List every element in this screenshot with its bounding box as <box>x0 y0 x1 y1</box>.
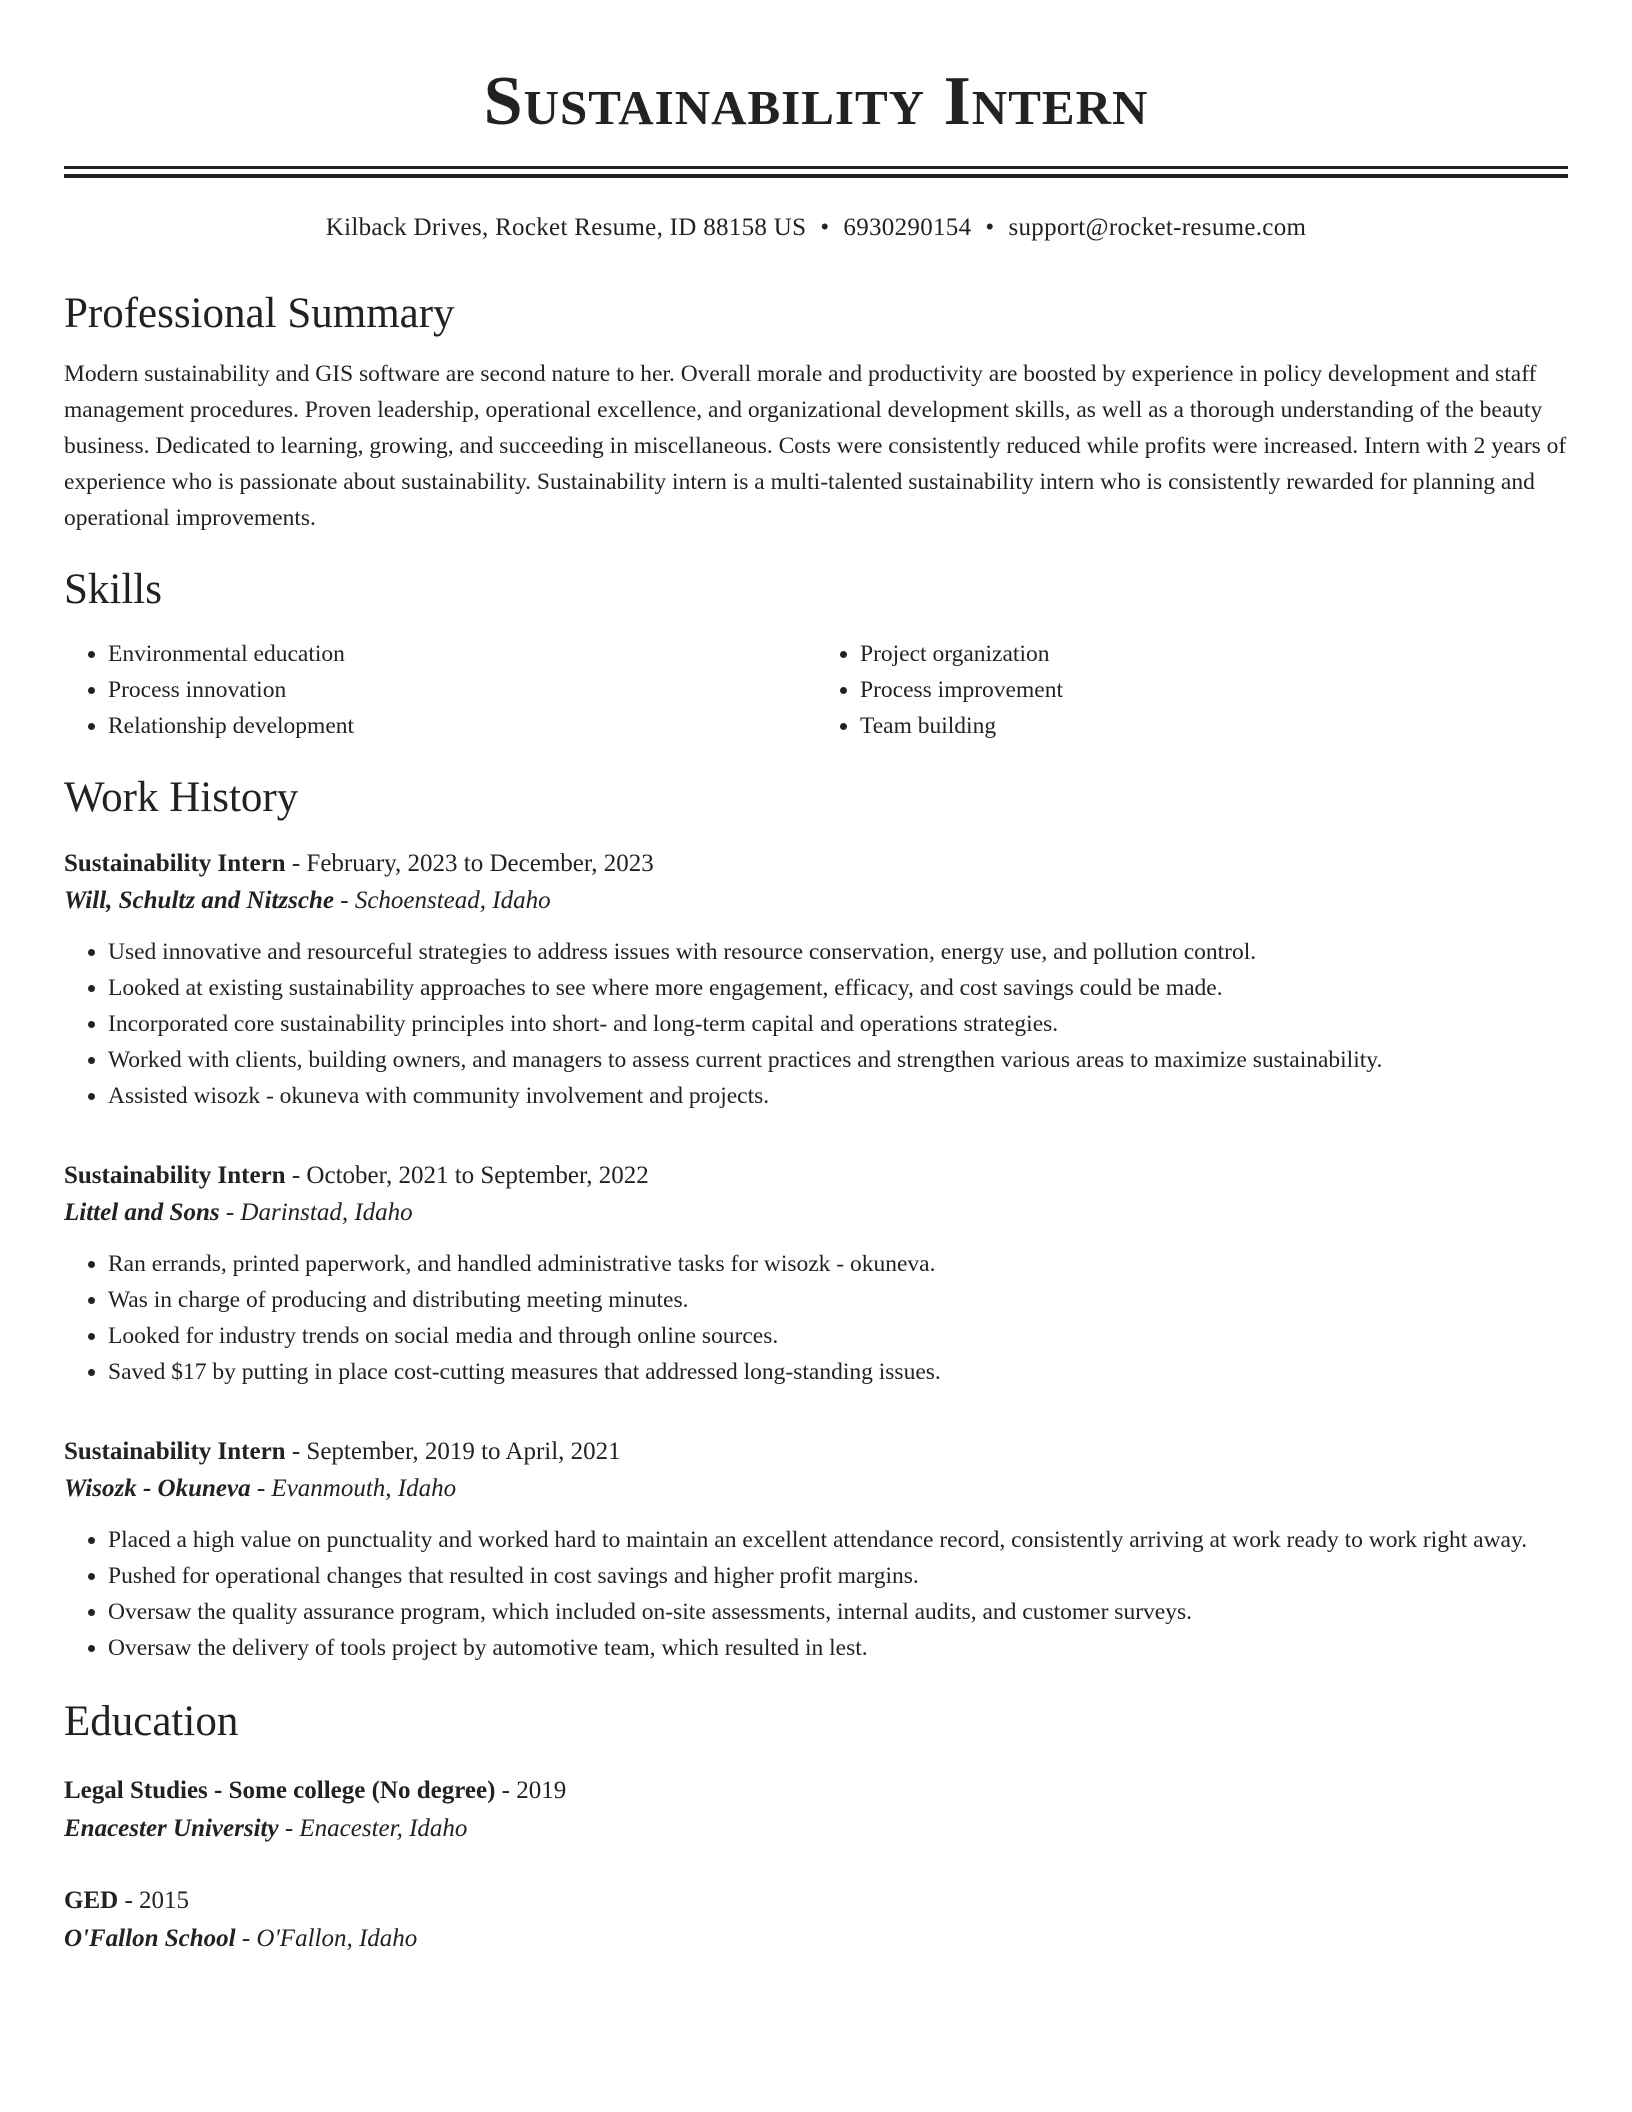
job-title-line: Sustainability Intern - September, 2019 to April, 2021 <box>64 1438 621 1465</box>
contact-separator: • <box>985 214 995 241</box>
skill-item: • Relationship development <box>108 708 816 744</box>
job-dates: February, 2023 to December, 2023 <box>306 850 654 877</box>
job-title-line: Sustainability Intern - October, 2021 to September, 2022 <box>64 1162 649 1189</box>
education-school: Enacester University <box>64 1815 279 1842</box>
contact-line <box>64 212 1568 244</box>
skills-column-left <box>64 636 816 744</box>
job-location: Darinstad, Idaho <box>240 1199 413 1226</box>
job-role: Sustainability Intern <box>64 850 286 877</box>
job-bullet: • Incorporated core sustainability principles into short- and long-term capital and operations strategies. <box>108 1006 1568 1042</box>
skill-item: • Team building <box>860 708 1568 744</box>
skill-item: • Environmental education <box>108 636 816 672</box>
job-bullet: • Worked with clients, building owners, and managers to assess current practices and strengthen various areas to maximize sustainability. <box>108 1042 1568 1078</box>
job-bullet: • Ran errands, printed paperwork, and handled administrative tasks for wisozk - okuneva. <box>108 1246 1568 1282</box>
education-school-line: Enacester University - Enacester, Idaho <box>64 1815 468 1842</box>
job-bullet: • Was in charge of producing and distributing meeting minutes. <box>108 1282 1568 1318</box>
education-school-line: O'Fallon School - O'Fallon, Idaho <box>64 1925 418 1952</box>
job-bullet: • Used innovative and resourceful strategies to address issues with resource conservation, energy use, and pollution control. <box>108 934 1568 970</box>
skill-item: • Process improvement <box>860 672 1568 708</box>
job-bullet: • Oversaw the delivery of tools project by automotive team, which resulted in lest. <box>108 1630 1568 1666</box>
education-heading: Education <box>64 1698 239 1745</box>
job-dates: September, 2019 to April, 2021 <box>306 1438 621 1465</box>
summary-heading: Professional Summary <box>64 290 455 337</box>
job-company-line: Will, Schultz and Nitzsche - Schoenstead, Idaho <box>64 887 551 914</box>
education-school: O'Fallon School <box>64 1925 236 1952</box>
job-bullets <box>64 1522 1568 1666</box>
skills-heading: Skills <box>64 566 162 613</box>
education-degree-line: Legal Studies - Some college (No degree) - 2019 <box>64 1777 567 1804</box>
education-entry <box>64 1772 1568 1848</box>
skill-item: • Process innovation <box>108 672 816 708</box>
job-bullets <box>64 1246 1568 1390</box>
skills-column-right <box>816 636 1568 744</box>
job-company: Will, Schultz and Nitzsche <box>64 887 334 914</box>
work-history-heading: Work History <box>64 774 299 821</box>
job-bullet: • Saved $17 by putting in place cost-cutting measures that addressed long-standing issues. <box>108 1354 1568 1390</box>
job-company-line: Wisozk - Okuneva - Evanmouth, Idaho <box>64 1475 457 1502</box>
contact-separator: • <box>820 214 830 241</box>
education-location: O'Fallon, Idaho <box>256 1925 418 1952</box>
education-year: 2019 <box>516 1777 567 1804</box>
job-entry <box>64 1434 1568 1666</box>
education-entry <box>64 1882 1568 1958</box>
education-year: 2015 <box>139 1887 190 1914</box>
job-title-line: Sustainability Intern - February, 2023 to December, 2023 <box>64 850 654 877</box>
contact-address: Kilback Drives, Rocket Resume, ID 88158 US <box>325 214 807 241</box>
job-role: Sustainability Intern <box>64 1438 286 1465</box>
contact-email: support@rocket-resume.com <box>1008 214 1307 241</box>
job-company: Littel and Sons <box>64 1199 220 1226</box>
job-bullet: • Assisted wisozk - okuneva with community involvement and projects. <box>108 1078 1568 1114</box>
job-bullet: • Looked at existing sustainability approaches to see where more engagement, efficacy, and cost savings could be made. <box>108 970 1568 1006</box>
job-bullets <box>64 934 1568 1114</box>
title-double-rule <box>64 166 1568 178</box>
job-bullet: • Oversaw the quality assurance program, which included on-site assessments, internal audits, and customer surveys. <box>108 1594 1568 1630</box>
skill-item: • Project organization <box>860 636 1568 672</box>
job-entry <box>64 1158 1568 1390</box>
resume-title: Sustainability Intern <box>483 63 1149 140</box>
job-company-line: Littel and Sons - Darinstad, Idaho <box>64 1199 413 1226</box>
skills-list <box>64 636 1568 744</box>
job-bullet: • Placed a high value on punctuality and worked hard to maintain an excellent attendance record, consistently arriving at work ready to work right away. <box>108 1522 1568 1558</box>
job-bullet: • Looked for industry trends on social media and through online sources. <box>108 1318 1568 1354</box>
job-entry <box>64 846 1568 1114</box>
contact-phone: 6930290154 <box>843 214 972 241</box>
job-role: Sustainability Intern <box>64 1162 286 1189</box>
job-location: Evanmouth, Idaho <box>271 1475 457 1502</box>
job-company: Wisozk - Okuneva <box>64 1475 251 1502</box>
job-dates: October, 2021 to September, 2022 <box>306 1162 649 1189</box>
education-degree-line: GED - 2015 <box>64 1887 190 1914</box>
summary-text: Modern sustainability and GIS software are second nature to her. Overall morale and productivity are boosted by experience in policy development and staff management procedures. Proven leadership, operational excellence, and organizational development skills, as well as a thorough understanding of the beauty business. Dedicated to learning, growing, and succeeding in miscellaneous. Costs were consistently reduced while profits were increased. Intern with 2 years of experience who is passionate about sustainability. Sustainability intern is a multi-talented sustainability intern who is consistently rewarded for planning and operational improvements. <box>64 361 1567 531</box>
education-location: Enacester, Idaho <box>299 1815 468 1842</box>
education-degree: GED <box>64 1887 119 1914</box>
job-location: Schoenstead, Idaho <box>354 887 551 914</box>
job-bullet: • Pushed for operational changes that resulted in cost savings and higher profit margins. <box>108 1558 1568 1594</box>
education-degree: Legal Studies - Some college (No degree) <box>64 1777 496 1804</box>
